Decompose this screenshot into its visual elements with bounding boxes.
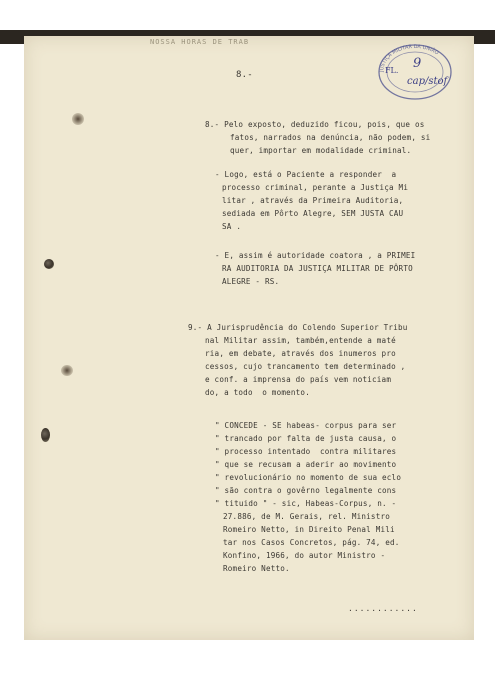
paragraph-line: ria, em debate, através dos inumeros pro	[205, 349, 396, 358]
paragraph-line: fatos, narrados na denúncia, não podem, si	[230, 133, 431, 142]
paragraph-line: litar , através da Primeira Auditoria,	[222, 196, 404, 205]
faint-header-text: NOSSA HORAS DE TRAB	[150, 38, 250, 46]
quote-line: " tituido " - sic, Habeas-Corpus, n. -	[215, 499, 397, 508]
paragraph-line: quer, importar em modalidade criminal.	[230, 146, 412, 155]
svg-text:JUSTIÇA MILITAR DA UNIÃO: JUSTIÇA MILITAR DA UNIÃO	[378, 43, 440, 73]
paragraph-line: do, a todo o momento.	[205, 388, 310, 397]
quote-line: Romeiro Netto.	[223, 564, 290, 573]
quote-line: " processo intentado contra militares	[215, 447, 397, 456]
quote-line: 27.886, de M. Gerais, rel. Ministro	[223, 512, 391, 521]
stamp-folio-number: 9	[413, 56, 422, 71]
court-stamp	[355, 42, 455, 104]
quote-line: tar nos Casos Concretos, pág. 74, ed.	[223, 538, 400, 547]
quote-line: " são contra o govêrno legalmente cons	[215, 486, 397, 495]
paragraph-line: ALEGRE - RS.	[222, 277, 280, 286]
stamp-rubric: cap/stof	[407, 76, 448, 87]
stamp-fl-label: FL.	[385, 66, 399, 75]
paragraph-line: e conf. a imprensa do país vem noticiam	[205, 375, 392, 384]
paragraph-line: processo criminal, perante a Justiça Mi	[222, 183, 409, 192]
quote-line: " trancado por falta de justa causa, o	[215, 434, 397, 443]
paragraph-line: sediada em Pôrto Alegre, SEM JUSTA CAU	[222, 209, 404, 218]
paragraph-line: 9.- A Jurisprudência do Colendo Superior Tribu	[188, 323, 408, 332]
paragraph-line: SA .	[222, 222, 242, 231]
paragraph-line: cessos, cujo trancamento tem determinado ,	[205, 362, 406, 371]
paragraph-line: RA AUDITORIA DA JUSTIÇA MILITAR DE PÔRTO	[222, 264, 413, 273]
paragraph-line: 8.- Pelo exposto, deduzido ficou, pois, que os	[205, 120, 425, 129]
paragraph-line: nal Militar assim, também,entende a maté	[205, 336, 396, 345]
paragraph-line: - Logo, está o Paciente a responder a	[215, 170, 397, 179]
quote-line: " que se recusam a aderir ao movimento	[215, 460, 397, 469]
quote-line: Konfino, 1966, do autor Ministro -	[223, 551, 386, 560]
quote-line: Romeiro Netto, in Direito Penal Mili	[223, 525, 395, 534]
paragraph-line: - E, assim é autoridade coatora , a PRIMEI	[215, 251, 416, 260]
binder-hole-icon	[41, 428, 50, 442]
end-marks: ............	[348, 604, 418, 613]
page-number: 8.-	[236, 70, 253, 80]
quote-line: " revolucionário no momento de sua eclo	[215, 473, 402, 482]
stamp-seal-icon	[355, 42, 455, 104]
ink-stain	[72, 113, 84, 125]
ink-stain	[61, 365, 73, 376]
binder-hole-icon	[44, 259, 54, 269]
quote-line: " CONCEDE - SE habeas- corpus para ser	[215, 421, 397, 430]
